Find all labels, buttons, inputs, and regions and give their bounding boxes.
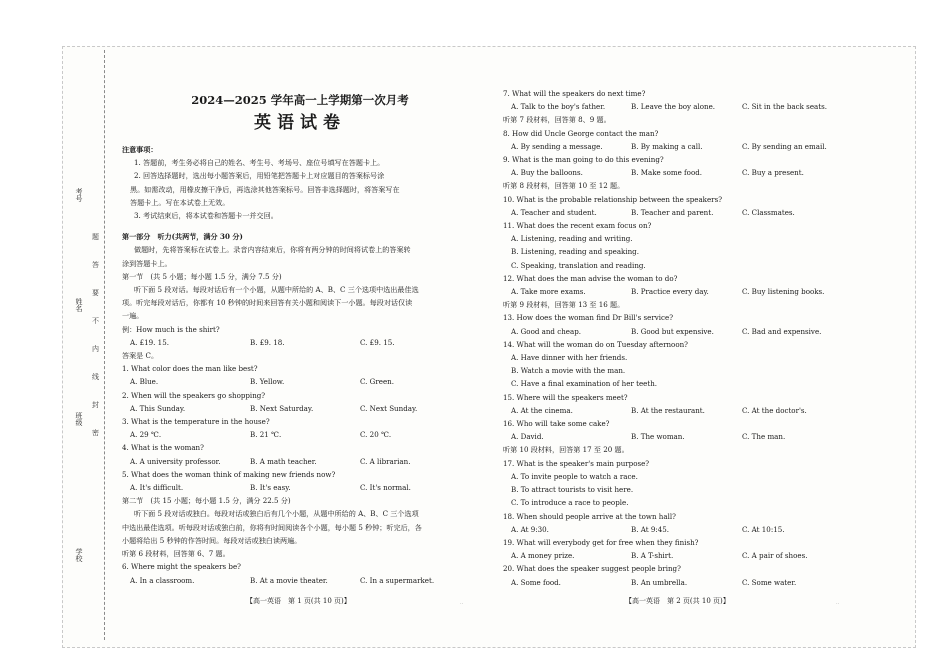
option: A. At the cinema. (511, 405, 573, 415)
section1-heading: 第一节 (共 5 小题；每小题 1.5 分，满分 7.5 分) (122, 271, 282, 281)
material-instruction: 听第 9 段材料，回答第 13 至 16 题。 (503, 300, 625, 310)
notice-char: 题 (92, 233, 99, 241)
question-options (503, 325, 903, 338)
material-instruction: 听第 10 段材料，回答第 17 至 20 题。 (503, 445, 629, 455)
option: B. A math teacher. (250, 456, 317, 466)
question-options (122, 402, 482, 415)
notes-heading: 注意事项： (122, 145, 158, 154)
page-footer-right: 【高一英语 第 2 页(共 10 页)】 (625, 597, 730, 605)
option: C. Buy listening books. (742, 287, 825, 297)
material-instruction: 听第 6 段材料，回答第 6、7 题。 (122, 549, 230, 559)
option: A. This Sunday. (130, 403, 186, 413)
section1-intro: 项。听完每段对话后，你都有 10 秒钟的时间来回答有关小题和阅读下一小题。每段对话仅读 (122, 298, 413, 308)
option: B. Teacher and parent. (631, 207, 714, 217)
option: B. Yellow. (250, 377, 285, 387)
part1-intro: 做题时，先将答案标在试卷上。录音内容结束后，你将有两分钟的时间将试卷上的答案转 (134, 245, 411, 255)
option: C. Some water. (742, 577, 797, 587)
option: B. At 9:45. (631, 524, 670, 534)
notice-char: 线 (92, 373, 99, 381)
option: A. A money prize. (511, 551, 575, 561)
question-options (122, 481, 482, 494)
class-label: 班级 (75, 412, 83, 426)
option: C. 20 ℃. (360, 430, 392, 440)
option: B. Listening, reading and speaking. (511, 247, 639, 257)
option: B. An umbrella. (631, 577, 688, 587)
question: 6. Where might the speakers be? (122, 562, 241, 572)
question: 19. What will everybody get for free when they finish? (503, 537, 699, 547)
notice-char: 不 (92, 317, 99, 325)
option: C. Bad and expensive. (742, 326, 822, 336)
notice-char: 密 (92, 429, 99, 437)
option: A. £19. 15. (130, 337, 169, 347)
notice-char: 封 (92, 401, 99, 409)
question: 20. What does the speaker suggest people bring? (503, 564, 681, 574)
section1-intro: 一遍。 (122, 311, 144, 321)
option: B. By making a call. (631, 141, 703, 151)
option: A. Talk to the boy's father. (511, 102, 606, 112)
question-options (503, 430, 903, 443)
question: 1. What color does the man like best? (122, 364, 258, 374)
option: C. A pair of shoes. (742, 551, 808, 561)
option: C. To introduce a race to people. (511, 498, 629, 508)
question: 5. What does the woman think of making new friends now? (122, 469, 336, 479)
note-line: 1. 答题前，考生务必将自己的姓名、考生号、考场号、座位号填写在答题卡上。 (134, 158, 385, 168)
question-options (122, 574, 482, 587)
option: B. Leave the boy alone. (631, 102, 716, 112)
option: C. The man. (742, 432, 786, 442)
option: A. At 9:30. (511, 524, 549, 534)
question: 3. What is the temperature in the house? (122, 417, 270, 427)
option: A. Take more exams. (511, 287, 586, 297)
option: C. Classmates. (742, 207, 795, 217)
option: B. A T-shirt. (631, 551, 674, 561)
option: A. Listening, reading and writing. (511, 234, 633, 244)
exam-title: 2024—2025 学年高一上学期第一次月考 (191, 93, 409, 107)
option: A. Teacher and student. (511, 207, 597, 217)
question-options (122, 455, 482, 468)
option: A. A university professor. (130, 456, 221, 466)
question: 4. What is the woman? (122, 443, 204, 453)
question: 13. How does the woman find Dr Bill's service? (503, 313, 673, 323)
option: C. At the doctor's. (742, 405, 807, 415)
question-options (503, 166, 903, 179)
section2-intro: 小题将给出 5 秒钟的作答时间。每段对话或独白读两遍。 (122, 535, 302, 545)
option: C. £9. 15. (360, 337, 395, 347)
question: 16. Who will take some cake? (503, 419, 610, 429)
example-options (122, 336, 482, 349)
section2-intro: 中选出最佳选项。听每段对话或独白前，你将有时间阅读各个小题，每小题 5 秒钟；听完后，各 (122, 522, 422, 532)
question: 18. When should people arrive at the town hall? (503, 511, 676, 521)
option: A. Some food. (511, 577, 561, 587)
question: 17. What is the speaker's main purpose? (503, 458, 650, 468)
question-options (503, 404, 903, 417)
notice-char: 要 (92, 289, 99, 297)
option: A. To invite people to watch a race. (511, 471, 638, 481)
option: A. Buy the balloons. (511, 168, 583, 178)
option: A. It's difficult. (130, 483, 184, 493)
part1-heading: 第一部分 听力(共两节，满分 30 分) (122, 232, 243, 242)
question-options (503, 285, 903, 298)
binding-notice (92, 230, 99, 454)
material-instruction: 听第 8 段材料，回答第 10 至 12 题。 (503, 181, 625, 191)
option: B. Make some food. (631, 168, 703, 178)
note-line: 答题卡上。写在本试卷上无效。 (130, 197, 230, 207)
option: B. £9. 18. (250, 337, 285, 347)
option: B. Next Saturday. (250, 403, 314, 413)
note-line: 3. 考试结束后，将本试卷和答题卡一并交回。 (134, 211, 278, 221)
question: 7. What will the speakers do next time? (503, 89, 646, 98)
option: A. By sending a message. (511, 141, 603, 151)
question-options (503, 140, 903, 153)
option: A. Have dinner with her friends. (511, 353, 628, 363)
option: C. By sending an email. (742, 141, 827, 151)
question-options (503, 206, 903, 219)
part1-intro: 涂到答题卡上。 (122, 258, 172, 268)
option: C. Sit in the back seats. (742, 102, 827, 112)
option: B. To attract tourists to visit here. (511, 485, 634, 495)
question-options (503, 523, 903, 536)
option: B. At a movie theater. (250, 575, 328, 585)
question: 12. What does the man advise the woman to do? (503, 273, 678, 283)
question: 15. Where will the speakers meet? (503, 392, 628, 402)
option: B. Watch a movie with the man. (511, 366, 626, 376)
option: C. Have a final examination of her teeth. (511, 379, 658, 389)
option: C. It's normal. (360, 483, 411, 493)
section1-intro: 听下面 5 段对话。每段对话后有一个小题，从题中所给的 A、B、C 三个选项中选出最佳选 (134, 285, 419, 295)
option: A. 29 ℃. (130, 430, 162, 440)
school-label: 学校 (75, 548, 83, 562)
subject-title: 英语试卷 (254, 113, 346, 133)
example-question: 例：How much is the shirt? (122, 324, 220, 334)
question: 10. What is the probable relationship between the speakers? (503, 194, 723, 204)
example-answer: 答案是 C。 (122, 351, 159, 361)
material-instruction: 听第 7 段材料，回答第 8、9 题。 (503, 115, 611, 125)
note-line: 2. 回答选择题时，选出每小题答案后，用铅笔把答题卡上对应题目的答案标号涂 (134, 171, 385, 181)
option: B. Good but expensive. (631, 326, 714, 336)
right-column (503, 87, 903, 589)
option: C. A librarian. (360, 456, 411, 466)
question: 14. What will the woman do on Tuesday afternoon? (503, 339, 688, 349)
page-mark: .. (460, 600, 464, 606)
question-options (503, 100, 903, 113)
section2-intro: 听下面 5 段对话或独白。每段对话或独白后有几个小题，从题中所给的 A、B、C 三个选项 (134, 509, 419, 519)
notice-char: 内 (92, 345, 99, 353)
question: 8. How did Uncle George contact the man? (503, 128, 659, 138)
question-options (122, 375, 482, 388)
option: B. 21 ℃. (250, 430, 282, 440)
option: C. In a supermarket. (360, 575, 435, 585)
page-mark: .. (836, 600, 840, 606)
option: C. At 10:15. (742, 524, 785, 534)
exam-no-label: 考号 (75, 188, 83, 202)
note-line: 黑。如需改动，用橡皮擦干净后，再选涂其他答案标号。回答非选择题时，将答案写在 (130, 184, 400, 194)
option: C. Green. (360, 377, 394, 387)
question: 2. When will the speakers go shopping? (122, 390, 266, 400)
question: 9. What is the man going to do this evening? (503, 155, 664, 165)
option: A. Good and cheap. (511, 326, 581, 336)
notice-char: 答 (92, 261, 99, 269)
option: B. Practice every day. (631, 287, 709, 297)
option: A. In a classroom. (130, 575, 195, 585)
option: C. Next Sunday. (360, 403, 418, 413)
page-footer-left: 【高一英语 第 1 页(共 10 页)】 (246, 597, 351, 605)
section2-heading: 第二节 (共 15 小题；每小题 1.5 分，满分 22.5 分) (122, 496, 291, 506)
option: C. Speaking, translation and reading. (511, 260, 646, 270)
binding-line (104, 50, 105, 640)
option: B. The woman. (631, 432, 685, 442)
option: B. It's easy. (250, 483, 291, 493)
option: B. At the restaurant. (631, 405, 705, 415)
question-options (503, 576, 903, 589)
option: A. Blue. (130, 377, 159, 387)
question-options (122, 428, 482, 441)
question: 11. What does the recent exam focus on? (503, 221, 652, 231)
question-options (503, 549, 903, 562)
name-label: 姓名 (75, 298, 83, 312)
left-column (122, 140, 482, 587)
option: A. David. (511, 432, 544, 442)
option: C. Buy a present. (742, 168, 804, 178)
